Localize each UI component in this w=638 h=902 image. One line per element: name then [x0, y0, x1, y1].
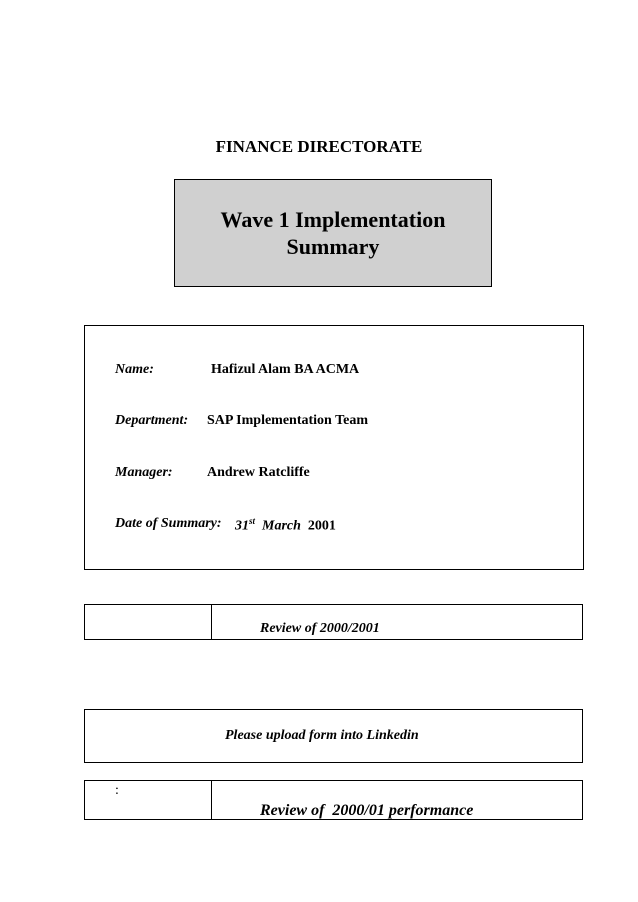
review-table-row [84, 604, 583, 640]
review-period-text: Review of 2000/2001 [260, 621, 380, 636]
title-line-2: Summary [286, 234, 380, 259]
title-line-1: Wave 1 Implementation [220, 207, 446, 232]
name-label: Name: [115, 362, 154, 377]
manager-value: Andrew Ratcliffe [207, 465, 310, 480]
performance-review-text: Review of 2000/01 performance [260, 802, 474, 819]
performance-table-row [84, 780, 583, 820]
title-box [174, 179, 492, 287]
date-year: 2001 [307, 518, 336, 534]
date-suffix: st [249, 516, 256, 526]
date-month: March [262, 518, 301, 534]
cell-divider [211, 605, 212, 639]
employee-info-box [84, 325, 584, 570]
upload-instruction-text: Please upload form into Linkedin [225, 728, 419, 743]
upload-instruction-box [84, 709, 583, 763]
row-colon: : [115, 783, 119, 798]
manager-label: Manager: [115, 465, 173, 480]
date-day: 31 [235, 518, 249, 534]
cell-divider [211, 781, 212, 819]
date-of-summary-label: Date of Summary: [115, 516, 222, 531]
directorate-heading: FINANCE DIRECTORATE [215, 137, 423, 156]
department-label: Department: [115, 413, 189, 428]
name-value: Hafizul Alam BA ACMA [211, 362, 360, 377]
date-of-summary-value [235, 516, 336, 535]
department-value: SAP Implementation Team [207, 413, 369, 428]
